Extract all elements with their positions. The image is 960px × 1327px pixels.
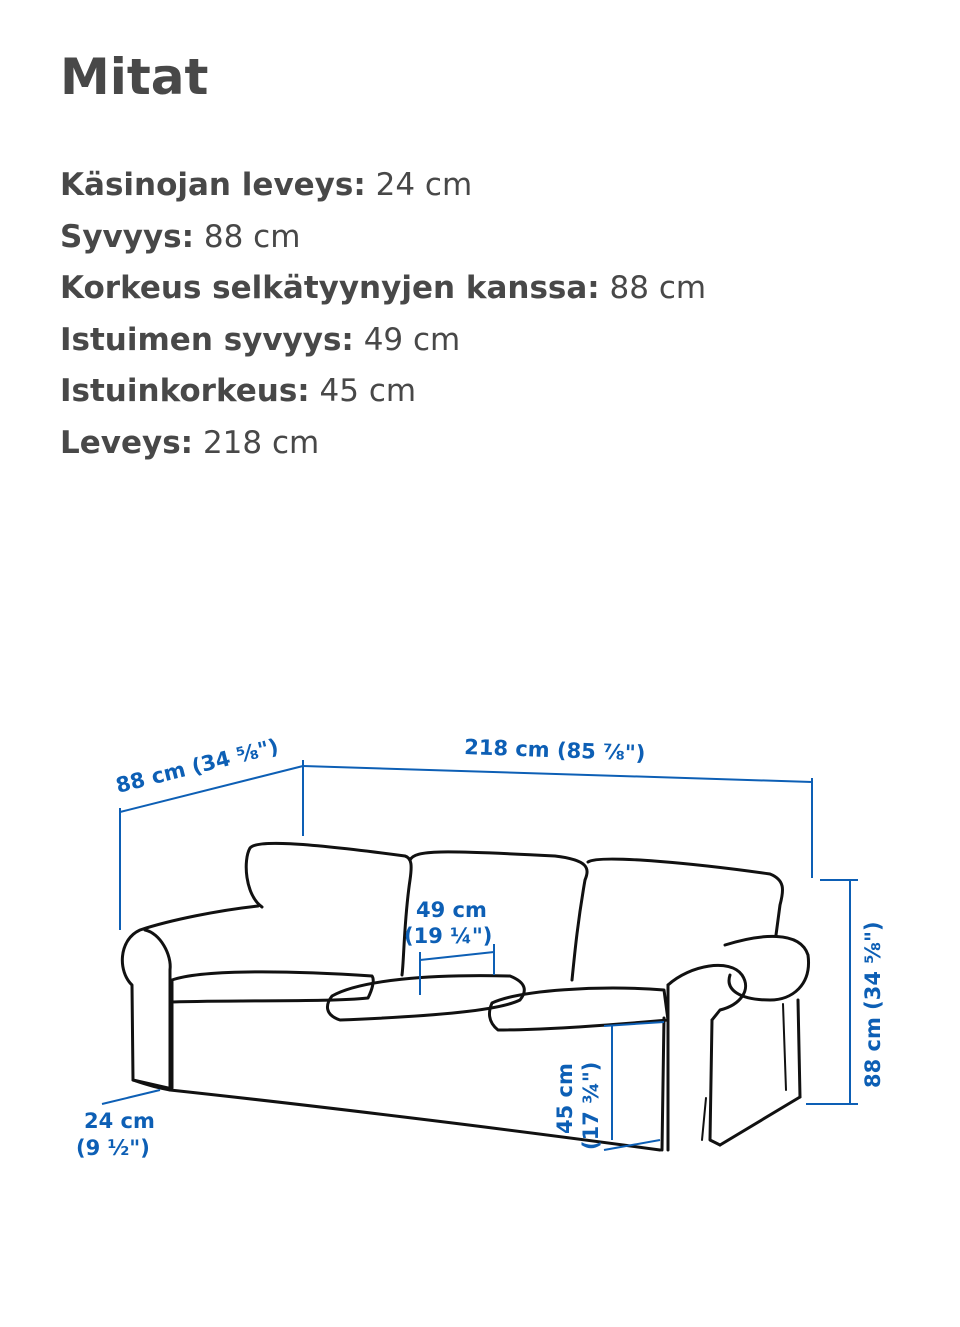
spec-depth: [60, 212, 706, 264]
spec-width: [60, 418, 706, 470]
spec-value: 24 cm: [375, 167, 473, 203]
page-title: Mitat: [60, 48, 209, 106]
spec-label: Leveys:: [60, 424, 194, 461]
seat-height-label-in: (17 ¾"): [579, 1061, 603, 1150]
arm-width-label-cm: 24 cm: [84, 1109, 155, 1133]
spec-label: Istuinkorkeus:: [60, 373, 310, 410]
height-label: 88 cm (34 ⅝"): [861, 921, 885, 1088]
spec-label: Käsinojan leveys:: [60, 167, 366, 203]
dimension-lines: [102, 760, 858, 1150]
spec-height: [60, 263, 706, 315]
spec-arm-width: [60, 160, 706, 212]
dimension-labels: [76, 734, 885, 1160]
spec-value: 218 cm: [202, 424, 320, 461]
depth-label: 88 cm (34 ⅝"): [113, 734, 281, 798]
sofa-drawing: [122, 843, 808, 1150]
spec-value: 88 cm: [203, 218, 301, 255]
width-label: 218 cm (85 ⅞"): [463, 735, 646, 766]
spec-seat-height: [60, 366, 706, 418]
dimension-list: [60, 160, 706, 470]
spec-seat-depth: [60, 315, 706, 367]
spec-value: 49 cm: [363, 321, 461, 358]
seat-height-label-cm: 45 cm: [553, 1063, 577, 1134]
sofa-dimension-diagram: [0, 720, 960, 1200]
seat-depth-label-in: (19 ¼"): [404, 924, 493, 948]
arm-width-label-in: (9 ½"): [76, 1136, 150, 1160]
seat-depth-label-cm: 49 cm: [416, 898, 487, 922]
spec-label: Istuimen syvyys:: [60, 321, 354, 358]
spec-label: Korkeus selkätyynyjen kanssa:: [60, 270, 600, 307]
spec-label: Syvyys:: [60, 218, 195, 255]
spec-value: 88 cm: [609, 270, 707, 307]
spec-value: 45 cm: [319, 373, 417, 410]
